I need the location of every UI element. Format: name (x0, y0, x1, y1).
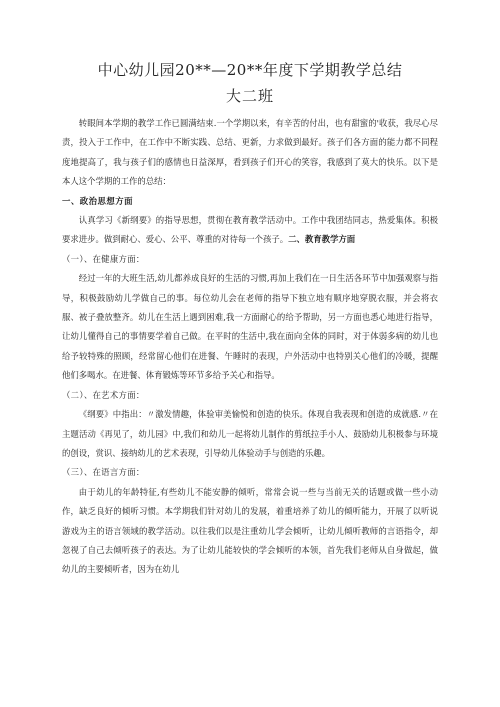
subsection-heading-language: （三）、在语言方面： (62, 467, 145, 478)
subsection-heading-art: （二）、在艺术方面： (62, 389, 145, 400)
document-body (62, 114, 438, 580)
section-heading-politics: 一、政治思想方面 (62, 195, 133, 206)
class-name: 大二班 (225, 87, 274, 105)
document-title: 中心幼儿园20**—20**年度下学期教学总结 (97, 61, 403, 79)
language-paragraph: 由于幼儿的年龄特征,有些幼儿不能安静的倾听，常常会说一些与当前无关的话题或做一些小动作，缺乏良好的倾听习惯。本学期我们针对幼儿的发展，着重培养了幼儿的倾听能力，开展了以听说游戏为主的语言领域的教学活动。以往我们以是注重幼儿学会倾听，让幼儿倾听教师的言语指令，却忽视了自己去倾听孩子的表达。为了让幼儿能较快的学会倾听的本领，首先我们老师从自身做起，做幼儿的主要倾听者，因为在幼儿 (62, 486, 438, 575)
intro-paragraph: 转眼间本学期的教学工作已圆满结束.一个学期以来，有辛苦的付出，也有甜蜜的'收获，我尽心尽责，投入于工作中，在工作中不断实践、总结、更新，力求做到最好。孩子们各方面的能力都不同程度地提高了，我与孩子们的感情也日益深厚，看到孩子们开心的笑容，我感到了莫大的快乐。以下是本人这个学期的工作的总结： (62, 118, 438, 187)
health-paragraph: 经过一年的大班生活,幼儿都养成良好的生活的习惯,再加上我们在一日生活各环节中加强观察与指导，积极鼓励幼儿学做自己的事。每位幼儿会在老师的指导下独立地有顺序地穿脱衣服，并会将衣服、被子叠放整齐。幼儿在生活上遇到困难,我一方面耐心的给予帮助，另一方面也悉心地进行指导，让幼儿懂得自己的事情要学着自己做。在平时的生活中,我在面向全体的同时，对于体弱多病的幼儿也给予较特殊的照顾，经常留心他们在进餐、午睡时的表现，户外活动中也特别关心他们的冷暖，提醒他们多喝水。在进餐、体育锻炼等环节多给予关心和指导。 (62, 273, 438, 381)
section-heading-teaching: 二、教育教学方面 (288, 234, 356, 245)
section-paragraph-politics (62, 211, 438, 250)
subsection-heading-health: （一）、在健康方面： (62, 253, 145, 264)
politics-text: 认真学习《新纲要》的指导思想，贯彻在教育教学活动中。工作中我团结同志，热爱集体。积极要求进步。做到耐心、爱心、公平、尊重的对待每一个孩子。 (62, 215, 438, 245)
art-paragraph: 《纲要》中指出：〃激发情趣，体验审美愉悦和创造的快乐。体现自我表现和创造的成就感.〃在主题活动《再见了，幼儿园》中,我们和幼儿一起将幼儿制作的剪纸拉手小人、鼓励幼儿积极参与环境的创设，赏识、接纳幼儿的艺术表现，引导幼儿体验动手与创造的乐趣。 (62, 409, 438, 458)
